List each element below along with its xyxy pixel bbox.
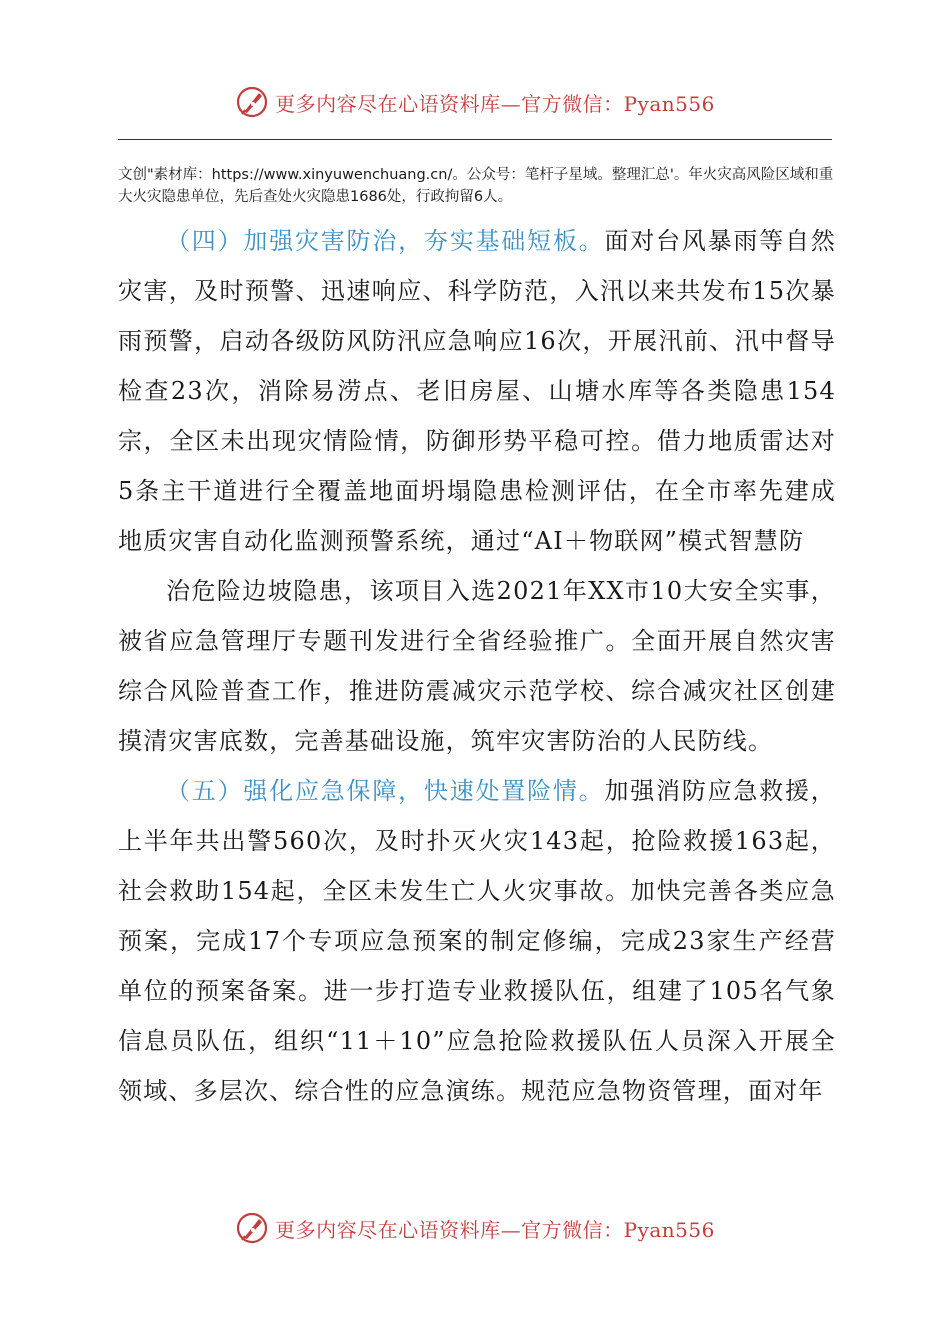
section-heading: （五）强化应急保障，快速处置险情。	[166, 777, 605, 805]
paragraph-section-4	[118, 216, 836, 566]
intro-text: 文创"素材库：https://www.xinyuwenchuang.cn/。公众号：笔杆子星域。整理汇总'。年火灾高风险区域和重大火灾隐患单位，先后查处火灾隐患1686处，行政拘留6人。	[118, 167, 834, 205]
header-divider	[118, 139, 832, 140]
header-banner-text: 更多内容尽在心语资料库—官方微信：Pyan556	[275, 91, 715, 116]
quill-pen-logo-icon	[235, 1211, 269, 1245]
page-header-banner	[0, 82, 950, 122]
section-body: 治危险边坡隐患，该项目入选2021年XX市10大安全实事，被省应急管理厅专题刊发进行全省经验推广。全面开展自然灾害综合风险普查工作，推进防震减灾示范学校、综合减灾社区创建摸清灾害底数，完善基础设施，筑牢灾害防治的人民防线。	[118, 577, 836, 755]
footer-banner-text: 更多内容尽在心语资料库—官方微信：Pyan556	[275, 1217, 715, 1242]
paragraph-section-5	[118, 766, 836, 1116]
page-footer-banner	[0, 1208, 950, 1248]
section-heading: （四）加强灾害防治，夯实基础短板。	[166, 227, 605, 255]
section-body: 面对台风暴雨等自然灾害，及时预警、迅速响应、科学防范，入汛以来共发布15次暴雨预警，启动各级防风防汛应急响应16次，开展汛前、汛中督导检查23次，消除易涝点、老旧房屋、山塘水库等各类隐患154宗，全区未出现灾情险情，防御形势平稳可控。借力地质雷达对5条主干道进行全覆盖地面坍塌隐患检测评估，在全市率先建成地质灾害自动化监测预警系统，通过“AI＋物联网”模式智慧防	[118, 227, 836, 555]
section-body: 加强消防应急救援，上半年共出警560次，及时扑灭火灾143起，抢险救援163起，社会救助154起，全区未发生亡人火灾事故。加快完善各类应急预案，完成17个专项应急预案的制定修编，完成23家生产经营单位的预案备案。进一步打造专业救援队伍，组建了105名气象信息员队伍，组织“11＋10”应急抢险救援队伍人员深入开展全领域、多层次、综合性的应急演练。规范应急物资管理，面对年	[118, 777, 836, 1105]
paragraph-continued	[118, 566, 836, 766]
quill-pen-logo-icon	[235, 85, 269, 119]
document-body	[118, 216, 836, 1116]
